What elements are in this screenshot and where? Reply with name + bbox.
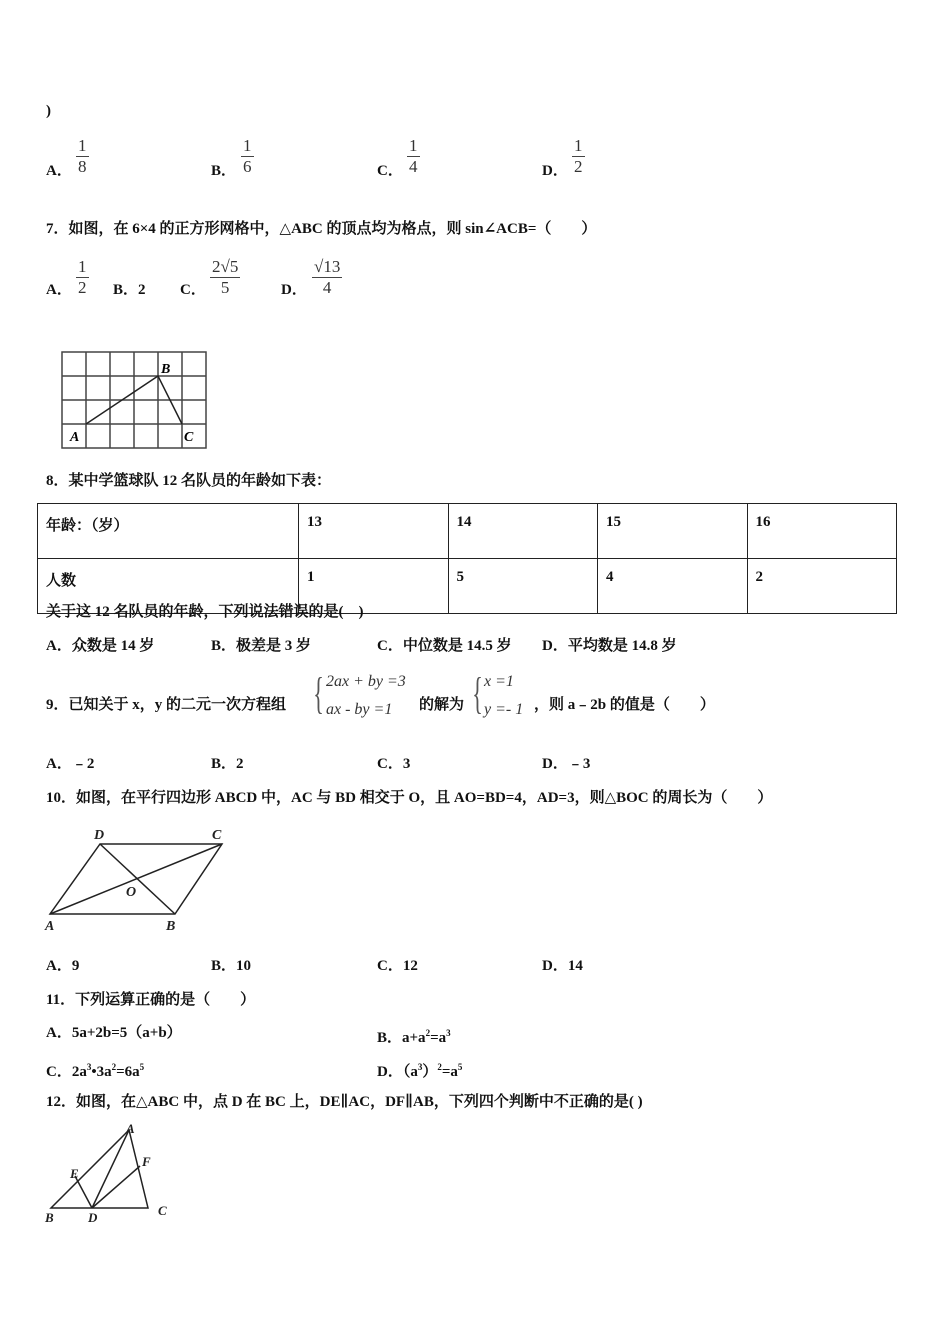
table-cell: 1 bbox=[299, 559, 449, 614]
text: =a bbox=[441, 1064, 458, 1080]
question-11-text: 11．下列运算正确的是（ ） bbox=[46, 992, 256, 1008]
q7-option-c-fraction bbox=[210, 257, 240, 298]
label-a: A bbox=[70, 430, 80, 445]
question-8-text: 8．某中学篮球队 12 名队员的年龄如下表： bbox=[46, 473, 332, 489]
q10-option-b[interactable]: B．10 bbox=[211, 958, 252, 974]
exponent: 3 bbox=[417, 1062, 423, 1072]
numerator: 1 bbox=[409, 136, 418, 155]
numerator: 1 bbox=[78, 257, 87, 276]
equation-1: 2ax + by =3 bbox=[326, 673, 406, 690]
numerator: 1 bbox=[243, 136, 252, 155]
label-e: E bbox=[70, 1166, 79, 1181]
question-9-suffix: ，则 a﹣2b 的值是（ ） bbox=[534, 697, 715, 713]
option-label: A． bbox=[46, 163, 72, 179]
q9-option-c[interactable]: C．3 bbox=[377, 756, 411, 772]
denominator: 4 bbox=[322, 278, 332, 297]
parallelogram-figure bbox=[42, 822, 232, 937]
label-a: A bbox=[126, 1122, 135, 1136]
exponent: 3 bbox=[446, 1028, 451, 1038]
question-8-prompt: 关于这 12 名队员的年龄，下列说法错误的是( ) bbox=[46, 604, 364, 620]
label-b: B bbox=[161, 362, 171, 377]
q8-option-b[interactable]: B．极差是 3 岁 bbox=[211, 638, 312, 654]
brace: { bbox=[472, 669, 483, 718]
q11-option-b[interactable] bbox=[377, 1024, 451, 1047]
table-cell: 15 bbox=[598, 504, 748, 559]
label-c: C bbox=[212, 828, 222, 843]
q8-option-a[interactable]: A．众数是 14 岁 bbox=[46, 638, 155, 654]
table-cell: 13 bbox=[299, 504, 449, 559]
text: D．（a bbox=[377, 1064, 418, 1080]
label-b: B bbox=[166, 919, 176, 934]
q8-option-c[interactable]: C．中位数是 14.5 岁 bbox=[377, 638, 512, 654]
closing-paren: ) bbox=[46, 103, 51, 119]
table-cell: 年龄：（岁） bbox=[38, 504, 299, 559]
grid-triangle-figure bbox=[55, 345, 220, 455]
option-label: C． bbox=[377, 163, 403, 179]
numerator: 1 bbox=[574, 136, 583, 155]
q9-option-d[interactable]: D．﹣3 bbox=[542, 756, 591, 772]
solution-x: x =1 bbox=[484, 673, 514, 690]
q7-option-b[interactable]: B．2 bbox=[113, 282, 146, 298]
denominator: 6 bbox=[243, 157, 252, 176]
label-c: C bbox=[184, 430, 194, 445]
table-row bbox=[38, 504, 897, 559]
denominator: 8 bbox=[78, 157, 87, 176]
q11-option-a[interactable]: A．5a+2b=5（a+b） bbox=[46, 1025, 182, 1041]
fraction bbox=[76, 136, 89, 177]
age-table bbox=[37, 503, 897, 614]
label-o: O bbox=[126, 885, 137, 900]
brace: { bbox=[313, 669, 324, 718]
question-9-mid: 的解为 bbox=[419, 697, 465, 713]
question-10-text: 10．如图，在平行四边形 ABCD 中，AC 与 BD 相交于 O，且 AO=BD=4，AD=3，则△BOC 的周长为（ ） bbox=[46, 790, 773, 806]
table-cell: 14 bbox=[448, 504, 598, 559]
exponent: 5 bbox=[139, 1062, 145, 1072]
equation-2: ax - by =1 bbox=[326, 701, 393, 718]
fraction bbox=[241, 136, 254, 177]
question-9-prefix: 9．已知关于 x，y 的二元一次方程组 bbox=[46, 697, 287, 713]
text: •3a bbox=[91, 1064, 112, 1080]
numerator: 1 bbox=[78, 136, 87, 155]
q7-option-a-label[interactable]: A． bbox=[46, 282, 72, 298]
denominator: 5 bbox=[220, 278, 230, 297]
question-12-text: 12．如图，在△ABC 中，点 D 在 BC 上，DE∥AC，DF∥AB，下列四个判断中不正确的是( ) bbox=[46, 1094, 643, 1110]
q10-option-c[interactable]: C．12 bbox=[377, 958, 418, 974]
text: B．a+a bbox=[377, 1030, 426, 1046]
q8-option-d[interactable]: D．平均数是 14.8 岁 bbox=[542, 638, 677, 654]
option-label: B． bbox=[211, 163, 237, 179]
q10-option-d[interactable]: D．14 bbox=[542, 958, 583, 974]
label-d: D bbox=[88, 1210, 98, 1225]
label-d: D bbox=[94, 828, 105, 843]
text: =6a bbox=[116, 1064, 140, 1080]
exponent: 2 bbox=[425, 1028, 431, 1038]
label-c: C bbox=[158, 1203, 167, 1218]
table-cell: 16 bbox=[747, 504, 897, 559]
q7-option-d-fraction bbox=[312, 257, 342, 298]
q11-option-d[interactable] bbox=[377, 1058, 462, 1081]
q11-option-c[interactable] bbox=[46, 1058, 144, 1081]
q9-option-a[interactable]: A．﹣2 bbox=[46, 756, 95, 772]
exponent: 3 bbox=[86, 1062, 92, 1072]
denominator: 2 bbox=[574, 157, 583, 176]
q7-option-c-label[interactable]: C． bbox=[180, 282, 206, 298]
q7-option-d-label[interactable]: D． bbox=[281, 282, 307, 298]
table-cell: 人数 bbox=[38, 559, 299, 614]
table-cell: 2 bbox=[747, 559, 897, 614]
table-cell: 5 bbox=[448, 559, 598, 614]
fraction bbox=[572, 136, 585, 177]
text: C．2a bbox=[46, 1064, 87, 1080]
denominator: 2 bbox=[78, 278, 87, 297]
solution-y: y =- 1 bbox=[484, 701, 524, 718]
q10-option-a[interactable]: A．9 bbox=[46, 958, 80, 974]
exponent: 5 bbox=[457, 1062, 463, 1072]
exponent: 2 bbox=[111, 1062, 117, 1072]
text: =a bbox=[430, 1030, 447, 1046]
table-cell: 4 bbox=[598, 559, 748, 614]
denominator: 4 bbox=[409, 157, 418, 176]
fraction bbox=[407, 136, 420, 177]
option-label: D． bbox=[542, 163, 568, 179]
exponent: 2 bbox=[437, 1062, 442, 1072]
text: ） bbox=[422, 1064, 438, 1080]
numerator: √13 bbox=[314, 257, 341, 276]
question-7-text: 7．如图，在 6×4 的正方形网格中，△ABC 的顶点均为格点，则 sin∠ACB=（ ） bbox=[46, 221, 597, 237]
label-f: F bbox=[142, 1154, 151, 1169]
numerator: 2√5 bbox=[212, 257, 239, 276]
label-b: B bbox=[45, 1210, 54, 1225]
triangle-figure bbox=[42, 1122, 177, 1227]
q7-option-a-fraction bbox=[76, 257, 89, 298]
q9-option-b[interactable]: B．2 bbox=[211, 756, 244, 772]
label-a: A bbox=[45, 919, 55, 934]
